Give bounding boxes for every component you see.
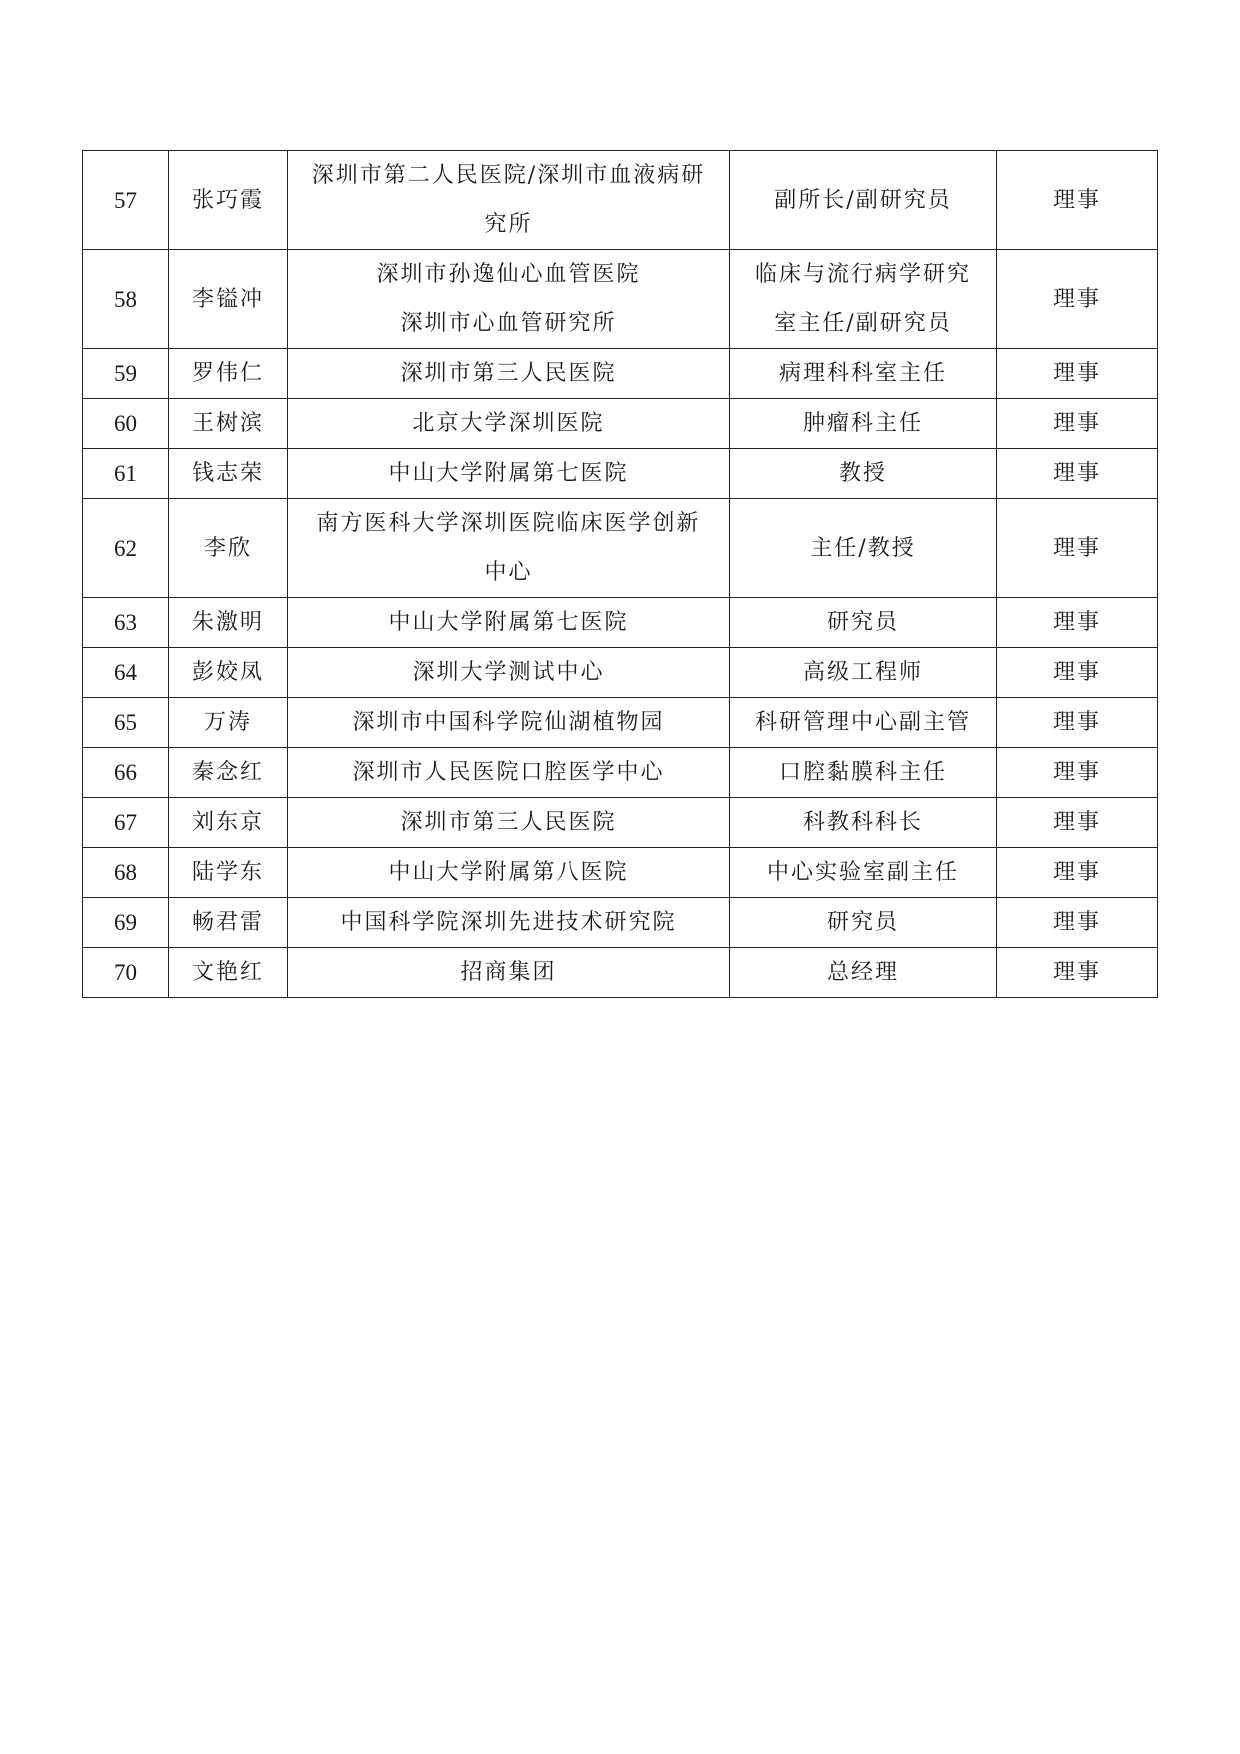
- member-name-cell: 张巧霞: [169, 151, 288, 250]
- member-organization-cell: [288, 349, 730, 399]
- member-organization-cell: [288, 399, 730, 449]
- table-row: [83, 748, 1158, 798]
- member-role-cell: 理事: [997, 848, 1158, 898]
- table-row: [83, 449, 1158, 499]
- member-name-cell: 畅君雷: [169, 898, 288, 948]
- member-number-cell: 59: [83, 349, 169, 399]
- position-line: 室主任/副研究员: [774, 311, 952, 336]
- organization-line: 深圳市心血管研究所: [400, 311, 617, 336]
- member-role-cell: 理事: [997, 250, 1158, 349]
- member-organization-cell: [288, 151, 730, 250]
- member-number-cell: 68: [83, 848, 169, 898]
- member-role-cell: 理事: [997, 898, 1158, 948]
- table-row: [83, 848, 1158, 898]
- member-organization-cell: [288, 698, 730, 748]
- member-role-cell: 理事: [997, 499, 1158, 598]
- member-organization-cell: [288, 798, 730, 848]
- member-name-cell: 秦念红: [169, 748, 288, 798]
- position-line: 临床与流行病学研究: [754, 262, 971, 287]
- member-name-cell: 陆学东: [169, 848, 288, 898]
- organization-line: 深圳市中国科学院仙湖植物园: [352, 710, 665, 735]
- member-number-cell: 69: [83, 898, 169, 948]
- member-name-cell: 王树滨: [169, 399, 288, 449]
- member-name-cell: 李欣: [169, 499, 288, 598]
- member-position-cell: [730, 250, 997, 349]
- member-name-cell: 朱激明: [169, 598, 288, 648]
- member-name-cell: 文艳红: [169, 948, 288, 998]
- member-name-cell: 刘东京: [169, 798, 288, 848]
- member-number-cell: 65: [83, 698, 169, 748]
- member-number-cell: 61: [83, 449, 169, 499]
- member-role-cell: 理事: [997, 349, 1158, 399]
- member-position-cell: [730, 748, 997, 798]
- table-row: [83, 399, 1158, 449]
- member-name-cell: 万涛: [169, 698, 288, 748]
- member-position-cell: [730, 948, 997, 998]
- member-position-cell: [730, 399, 997, 449]
- member-name-cell: 彭姣凤: [169, 648, 288, 698]
- member-organization-cell: [288, 598, 730, 648]
- position-line: 研究员: [826, 910, 899, 935]
- table-row: [83, 250, 1158, 349]
- member-organization-cell: [288, 250, 730, 349]
- table-row: [83, 948, 1158, 998]
- position-line: 科研管理中心副主管: [754, 710, 971, 735]
- member-number-cell: 62: [83, 499, 169, 598]
- table-row: [83, 698, 1158, 748]
- organization-line: 招商集团: [460, 960, 557, 985]
- member-table-body: [83, 151, 1158, 998]
- member-position-cell: [730, 648, 997, 698]
- member-position-cell: [730, 898, 997, 948]
- member-organization-cell: [288, 848, 730, 898]
- member-number-cell: 57: [83, 151, 169, 250]
- organization-line: 中山大学附属第七医院: [388, 610, 629, 635]
- table-row: [83, 151, 1158, 250]
- position-line: 肿瘤科主任: [802, 411, 923, 436]
- position-line: 教授: [838, 461, 887, 486]
- member-role-cell: 理事: [997, 948, 1158, 998]
- member-number-cell: 63: [83, 598, 169, 648]
- table-row: [83, 648, 1158, 698]
- member-name-cell: 钱志荣: [169, 449, 288, 499]
- organization-line: 南方医科大学深圳医院临床医学创新: [316, 511, 701, 536]
- member-organization-cell: [288, 449, 730, 499]
- member-position-cell: [730, 698, 997, 748]
- organization-line: 深圳市人民医院口腔医学中心: [352, 760, 665, 785]
- member-role-cell: 理事: [997, 449, 1158, 499]
- position-line: 总经理: [826, 960, 899, 985]
- member-organization-cell: [288, 948, 730, 998]
- member-name-cell: 李镒冲: [169, 250, 288, 349]
- organization-line: 中心: [484, 560, 533, 585]
- organization-line: 北京大学深圳医院: [412, 411, 605, 436]
- table-row: [83, 349, 1158, 399]
- position-line: 口腔黏膜科主任: [778, 760, 947, 785]
- member-organization-cell: [288, 499, 730, 598]
- member-role-cell: 理事: [997, 748, 1158, 798]
- table-row: [83, 798, 1158, 848]
- member-position-cell: [730, 449, 997, 499]
- table-row: [83, 598, 1158, 648]
- member-number-cell: 58: [83, 250, 169, 349]
- position-line: 中心实验室副主任: [766, 860, 959, 885]
- position-line: 主任/教授: [810, 535, 916, 561]
- member-number-cell: 60: [83, 399, 169, 449]
- member-role-cell: 理事: [997, 151, 1158, 250]
- organization-line: 深圳市孙逸仙心血管医院: [376, 262, 641, 287]
- member-organization-cell: [288, 648, 730, 698]
- position-line: 副所长/副研究员: [774, 187, 952, 213]
- table-row: [83, 898, 1158, 948]
- position-line: 研究员: [826, 610, 899, 635]
- organization-line: 深圳市第三人民医院: [400, 810, 617, 835]
- member-position-cell: [730, 798, 997, 848]
- member-role-cell: 理事: [997, 798, 1158, 848]
- member-number-cell: 67: [83, 798, 169, 848]
- organization-line: 中山大学附属第七医院: [388, 461, 629, 486]
- member-position-cell: [730, 848, 997, 898]
- organization-line: 究所: [484, 212, 533, 237]
- member-position-cell: [730, 499, 997, 598]
- member-number-cell: 70: [83, 948, 169, 998]
- position-line: 高级工程师: [802, 660, 923, 685]
- organization-line: 深圳市第三人民医院: [400, 361, 617, 386]
- table-row: [83, 499, 1158, 598]
- member-name-cell: 罗伟仁: [169, 349, 288, 399]
- member-position-cell: [730, 598, 997, 648]
- organization-line: 中山大学附属第八医院: [388, 860, 629, 885]
- organization-line: 中国科学院深圳先进技术研究院: [340, 910, 677, 935]
- position-line: 病理科科室主任: [778, 361, 947, 386]
- member-number-cell: 66: [83, 748, 169, 798]
- member-number-cell: 64: [83, 648, 169, 698]
- position-line: 科教科科长: [802, 810, 923, 835]
- organization-line: 深圳市第二人民医院/深圳市血液病研: [311, 163, 706, 188]
- member-role-cell: 理事: [997, 648, 1158, 698]
- member-organization-cell: [288, 898, 730, 948]
- member-organization-cell: [288, 748, 730, 798]
- organization-line: 深圳大学测试中心: [412, 660, 605, 685]
- member-position-cell: [730, 151, 997, 250]
- member-position-cell: [730, 349, 997, 399]
- member-role-cell: 理事: [997, 399, 1158, 449]
- member-table: [82, 150, 1158, 998]
- member-role-cell: 理事: [997, 598, 1158, 648]
- member-role-cell: 理事: [997, 698, 1158, 748]
